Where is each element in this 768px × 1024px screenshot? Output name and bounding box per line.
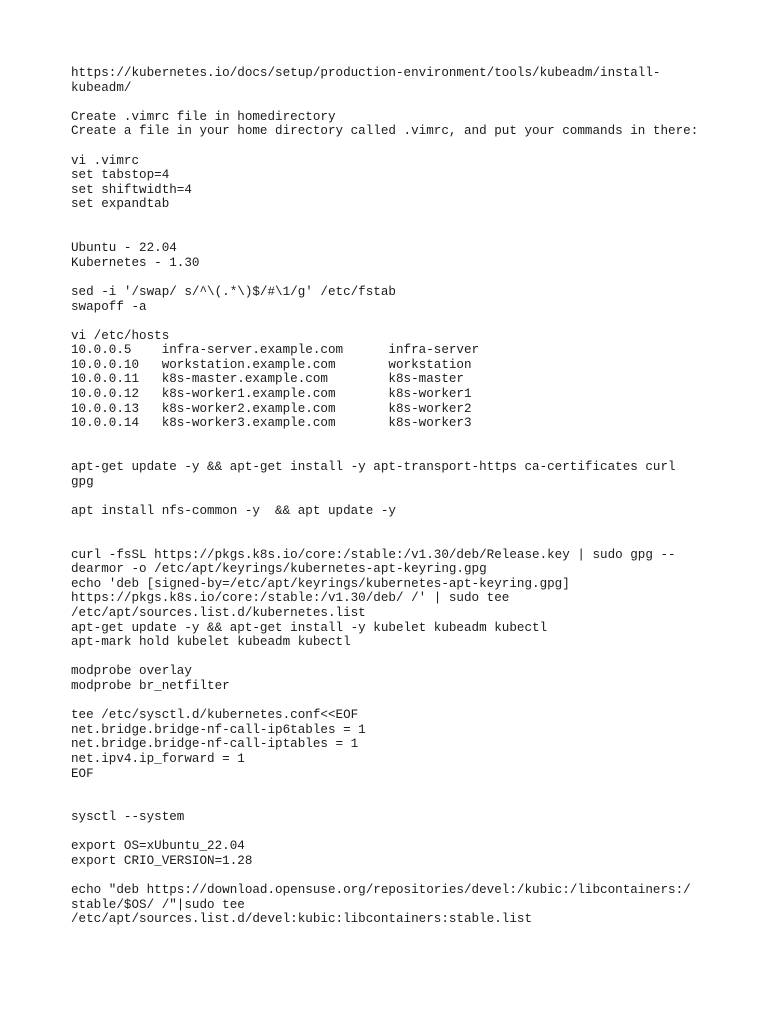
text-line: export CRIO_VERSION=1.28 — [71, 854, 253, 869]
text-line: https://pkgs.k8s.io/core:/stable:/v1.30/deb/ /' | sudo tee — [71, 591, 510, 606]
text-line: apt install nfs-common -y && apt update -y — [71, 503, 396, 518]
text-line: set tabstop=4 — [71, 168, 170, 183]
text-line: echo 'deb [signed-by=/etc/apt/keyrings/kubernetes-apt-keyring.gpg] — [71, 576, 570, 591]
text-line: Create .vimrc file in homedirectory — [71, 109, 336, 124]
blank-line — [71, 781, 751, 796]
text-line: sysctl --system — [71, 810, 185, 825]
text-line: echo "deb https://download.opensuse.org/repositories/devel:/kubic:/libcontainers:/ — [71, 883, 691, 898]
text-line: 10.0.0.14 k8s-worker3.example.com k8s-worker3 — [71, 416, 472, 431]
blank-line — [71, 869, 751, 884]
text-line: Kubernetes - 1.30 — [71, 255, 200, 270]
blank-line — [71, 825, 751, 840]
text-line: set expandtab — [71, 197, 170, 212]
blank-line — [71, 650, 751, 665]
blank-line — [71, 533, 751, 548]
text-line: net.bridge.bridge-nf-call-iptables = 1 — [71, 737, 359, 752]
blank-line — [71, 227, 751, 242]
text-line: dearmor -o /etc/apt/keyrings/kubernetes-apt-keyring.gpg — [71, 562, 487, 577]
document-text — [71, 66, 751, 927]
text-line: /etc/apt/sources.list.d/kubernetes.list — [71, 605, 366, 620]
text-line: net.bridge.bridge-nf-call-ip6tables = 1 — [71, 722, 366, 737]
text-line: modprobe overlay — [71, 664, 192, 679]
text-line: gpg — [71, 474, 94, 489]
text-line: https://kubernetes.io/docs/setup/production-environment/tools/kubeadm/install- — [71, 66, 661, 80]
text-line: sed -i '/swap/ s/^\(.*\)$/#\1/g' /etc/fstab — [71, 284, 396, 299]
blank-line — [71, 694, 751, 709]
text-line: 10.0.0.13 k8s-worker2.example.com k8s-worker2 — [71, 401, 472, 416]
text-line: export OS=xUbuntu_22.04 — [71, 839, 245, 854]
blank-line — [71, 139, 751, 154]
text-line: modprobe br_netfilter — [71, 678, 230, 693]
text-line: Create a file in your home directory called .vimrc, and put your commands in there: — [71, 124, 699, 139]
text-line: 10.0.0.5 infra-server.example.com infra-server — [71, 343, 480, 358]
text-line: kubeadm/ — [71, 80, 132, 95]
text-line: 10.0.0.10 workstation.example.com workstation — [71, 357, 472, 372]
blank-line — [71, 431, 751, 446]
text-line: 10.0.0.12 k8s-worker1.example.com k8s-worker1 — [71, 387, 472, 402]
blank-line — [71, 445, 751, 460]
blank-line — [71, 796, 751, 811]
text-line: vi .vimrc — [71, 153, 140, 168]
text-line: vi /etc/hosts — [71, 328, 170, 343]
text-line: swapoff -a — [71, 299, 147, 314]
text-line: stable/$OS/ /"|sudo tee — [71, 897, 245, 912]
text-line: EOF — [71, 766, 94, 781]
text-line: tee /etc/sysctl.d/kubernetes.conf<<EOF — [71, 708, 359, 723]
text-line: curl -fsSL https://pkgs.k8s.io/core:/stable:/v1.30/deb/Release.key | sudo gpg -- — [71, 547, 676, 562]
text-line: apt-get update -y && apt-get install -y apt-transport-https ca-certificates curl — [71, 460, 676, 475]
blank-line — [71, 518, 751, 533]
blank-line — [71, 489, 751, 504]
text-line: /etc/apt/sources.list.d/devel:kubic:libcontainers:stable.list — [71, 912, 533, 927]
text-line: 10.0.0.11 k8s-master.example.com k8s-master — [71, 372, 464, 387]
text-line: apt-mark hold kubelet kubeadm kubectl — [71, 635, 351, 650]
text-line: net.ipv4.ip_forward = 1 — [71, 751, 245, 766]
blank-line — [71, 270, 751, 285]
blank-line — [71, 314, 751, 329]
text-line: apt-get update -y && apt-get install -y kubelet kubeadm kubectl — [71, 620, 548, 635]
text-line: set shiftwidth=4 — [71, 182, 192, 197]
blank-line — [71, 95, 751, 110]
text-line: Ubuntu - 22.04 — [71, 241, 177, 256]
blank-line — [71, 212, 751, 227]
